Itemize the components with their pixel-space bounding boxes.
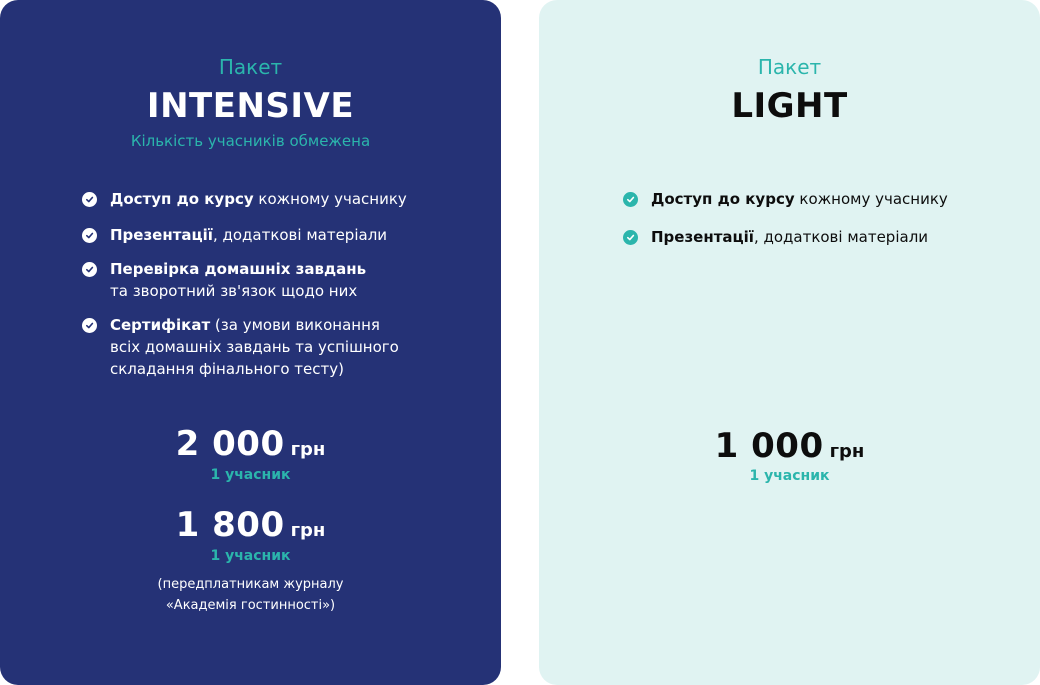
feature-text: , додаткові матеріали (212, 226, 388, 244)
package-card-intensive (0, 0, 501, 685)
check-circle-icon (623, 230, 638, 245)
price-per-participant: 1 учасник (210, 467, 291, 483)
check-circle-icon (82, 318, 97, 333)
feature-title: Презентації (110, 226, 213, 244)
price-per-participant: 1 учасник (749, 468, 830, 484)
feature-list (82, 188, 482, 380)
feature-item (82, 314, 410, 380)
price-standard (539, 426, 1040, 466)
feature-item (623, 188, 1023, 210)
check-circle-icon (82, 228, 97, 243)
check-circle-icon (82, 192, 97, 207)
price-currency: грн (290, 520, 326, 541)
subscriber-note-line: «Академія гостинності») (165, 598, 336, 613)
package-card-light (539, 0, 1040, 685)
package-name: LIGHT (731, 86, 848, 126)
feature-title: Доступ до курсу (110, 190, 254, 208)
feature-item (82, 188, 482, 210)
check-circle-icon (82, 262, 97, 277)
price-subscriber (0, 505, 501, 545)
price-amount: 1 000 (714, 426, 824, 466)
price-amount: 2 000 (175, 424, 285, 464)
feature-list (623, 188, 1023, 248)
feature-title: Сертифікат (110, 316, 211, 334)
feature-title: Презентації (651, 228, 754, 246)
feature-text: кожному учаснику (253, 190, 407, 208)
price-currency: грн (290, 439, 326, 460)
feature-item (82, 258, 482, 302)
feature-text: кожному учаснику (794, 190, 948, 208)
feature-text: , додаткові матеріали (753, 228, 929, 246)
package-name: INTENSIVE (146, 86, 355, 126)
price-currency: грн (829, 441, 865, 462)
subscriber-note-line: (передплатникам журналу (157, 577, 344, 592)
feature-text: (за умови виконання всіх домашніх завдань та успішного складання фінального тесту) (110, 316, 399, 378)
check-circle-icon (623, 192, 638, 207)
package-label: Пакет (757, 55, 822, 79)
limited-participants-note: Кількість учасників обмежена (130, 132, 371, 150)
subscriber-note (0, 574, 501, 616)
package-label: Пакет (218, 55, 283, 79)
feature-text: та зворотний зв'язок щодо них (110, 282, 358, 300)
feature-title: Доступ до курсу (651, 190, 795, 208)
feature-title: Перевірка домашніх завдань (110, 260, 367, 278)
price-per-participant: 1 учасник (210, 548, 291, 564)
feature-item (82, 224, 482, 246)
feature-item (623, 226, 1023, 248)
price-amount: 1 800 (175, 505, 285, 545)
price-standard (0, 424, 501, 464)
